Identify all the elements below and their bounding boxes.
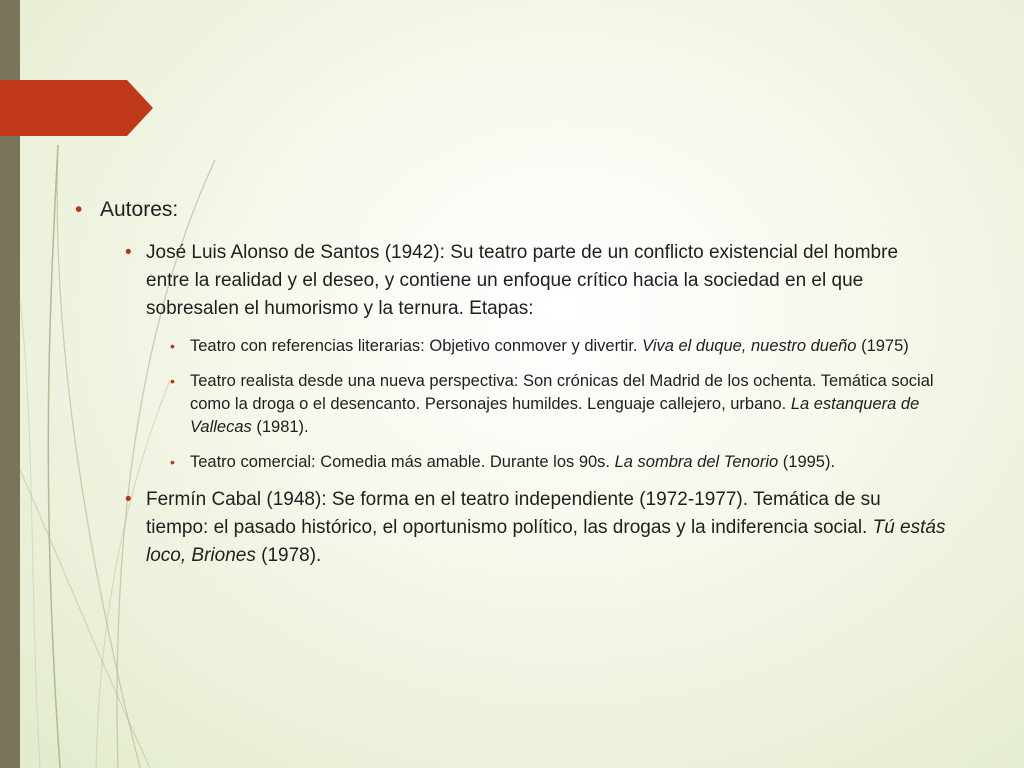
bullet-icon: •	[170, 454, 175, 470]
bullet-icon: •	[75, 198, 83, 221]
author-item	[122, 486, 946, 570]
stage-item	[168, 335, 950, 358]
stage-year: (1981).	[251, 418, 309, 436]
author-work-year: (1978).	[255, 545, 322, 566]
bullet-icon: •	[125, 489, 132, 510]
author-work-title: Tú estás loco, Briones	[146, 517, 946, 566]
bullet-icon: •	[125, 242, 132, 263]
stage-work-title: La sombra del Tenorio	[614, 453, 779, 471]
author-description: José Luis Alonso de Santos (1942): Su teatro parte de un conflicto existencial del hombre entre la realidad y el deseo, y contiene un enfoque crítico hacia la sociedad en el que sobresalen el humorismo y la ternura. Etapas:	[146, 242, 899, 319]
stage-work-title: La estanquera de Vallecas	[190, 395, 920, 436]
stage-item	[168, 370, 950, 439]
stage-text: Teatro con referencias literarias: Objetivo conmover y divertir.	[190, 337, 643, 355]
stage-work-title: Viva el duque, nuestro dueño	[642, 337, 857, 355]
stage-item	[168, 451, 950, 474]
slide-content	[70, 195, 970, 582]
heading-text: Autores:	[100, 198, 179, 221]
author-item	[122, 239, 946, 323]
stage-year: (1995).	[778, 453, 836, 471]
stage-text: Teatro comercial: Comedia más amable. Durante los 90s.	[190, 453, 615, 471]
author-description: Fermín Cabal (1948): Se forma en el teatro independiente (1972-1977). Temática de su tiempo: el pasado histórico, el oportunismo político, las drogas y la indiferencia social.	[146, 489, 881, 538]
stage-year: (1975)	[856, 337, 909, 355]
accent-arrow-shape	[0, 80, 153, 136]
stage-text: Teatro realista desde una nueva perspectiva: Son crónicas del Madrid de los ochenta. Temática social como la droga o el desencanto. Personajes humildes. Lenguaje callejero, urbano.	[190, 372, 934, 413]
bullet-icon: •	[170, 373, 175, 389]
bullet-icon: •	[170, 338, 175, 354]
heading-bullet	[70, 195, 970, 225]
